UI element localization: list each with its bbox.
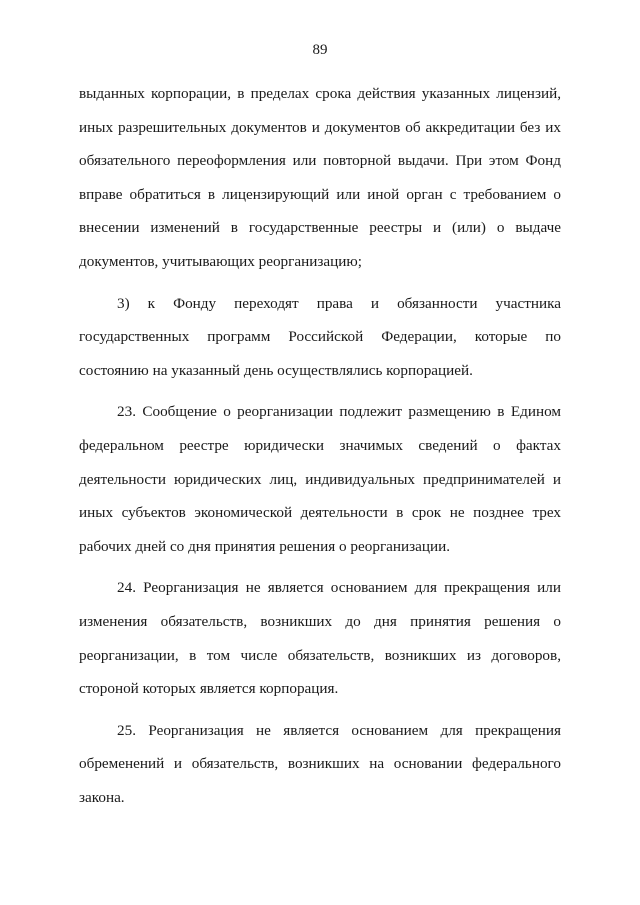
document-body [79,77,561,814]
paragraph-clause-25: 25. Реорганизация не является основанием для прекращения обременений и обязательств, возникших на основании федерального закона. [79,721,561,806]
paragraph-item-3: 3) к Фонду переходят права и обязанности участника государственных программ Российской Федерации, которые по состоянию на указанный день осуществлялись корпорацией. [79,294,561,379]
paragraph-continuation: выданных корпорации, в пределах срока действия указанных лицензий, иных разрешительных документов и документов об аккредитации без их обязательного переоформления или повторной выдачи. При этом Фонд вправе обратиться в лицензирующий или иной орган с требованием о внесении изменений в государственные реестры и (или) о выдаче документов, учитывающих реорганизацию; [79,85,561,270]
page-number: 89 [312,42,328,58]
paragraph-clause-23: 23. Сообщение о реорганизации подлежит размещению в Едином федеральном реестре юридически значимых сведений о фактах деятельности юридических лиц, индивидуальных предпринимателей и иных субъектов экономической деятельности в срок не позднее трех рабочих дней со дня принятия решения о реорганизации. [79,403,561,555]
paragraph-clause-24: 24. Реорганизация не является основанием для прекращения или изменения обязательств, возникших до дня принятия решения о реорганизации, в том числе обязательств, возникших из договоров, стороной которых является корпорация. [79,579,561,698]
